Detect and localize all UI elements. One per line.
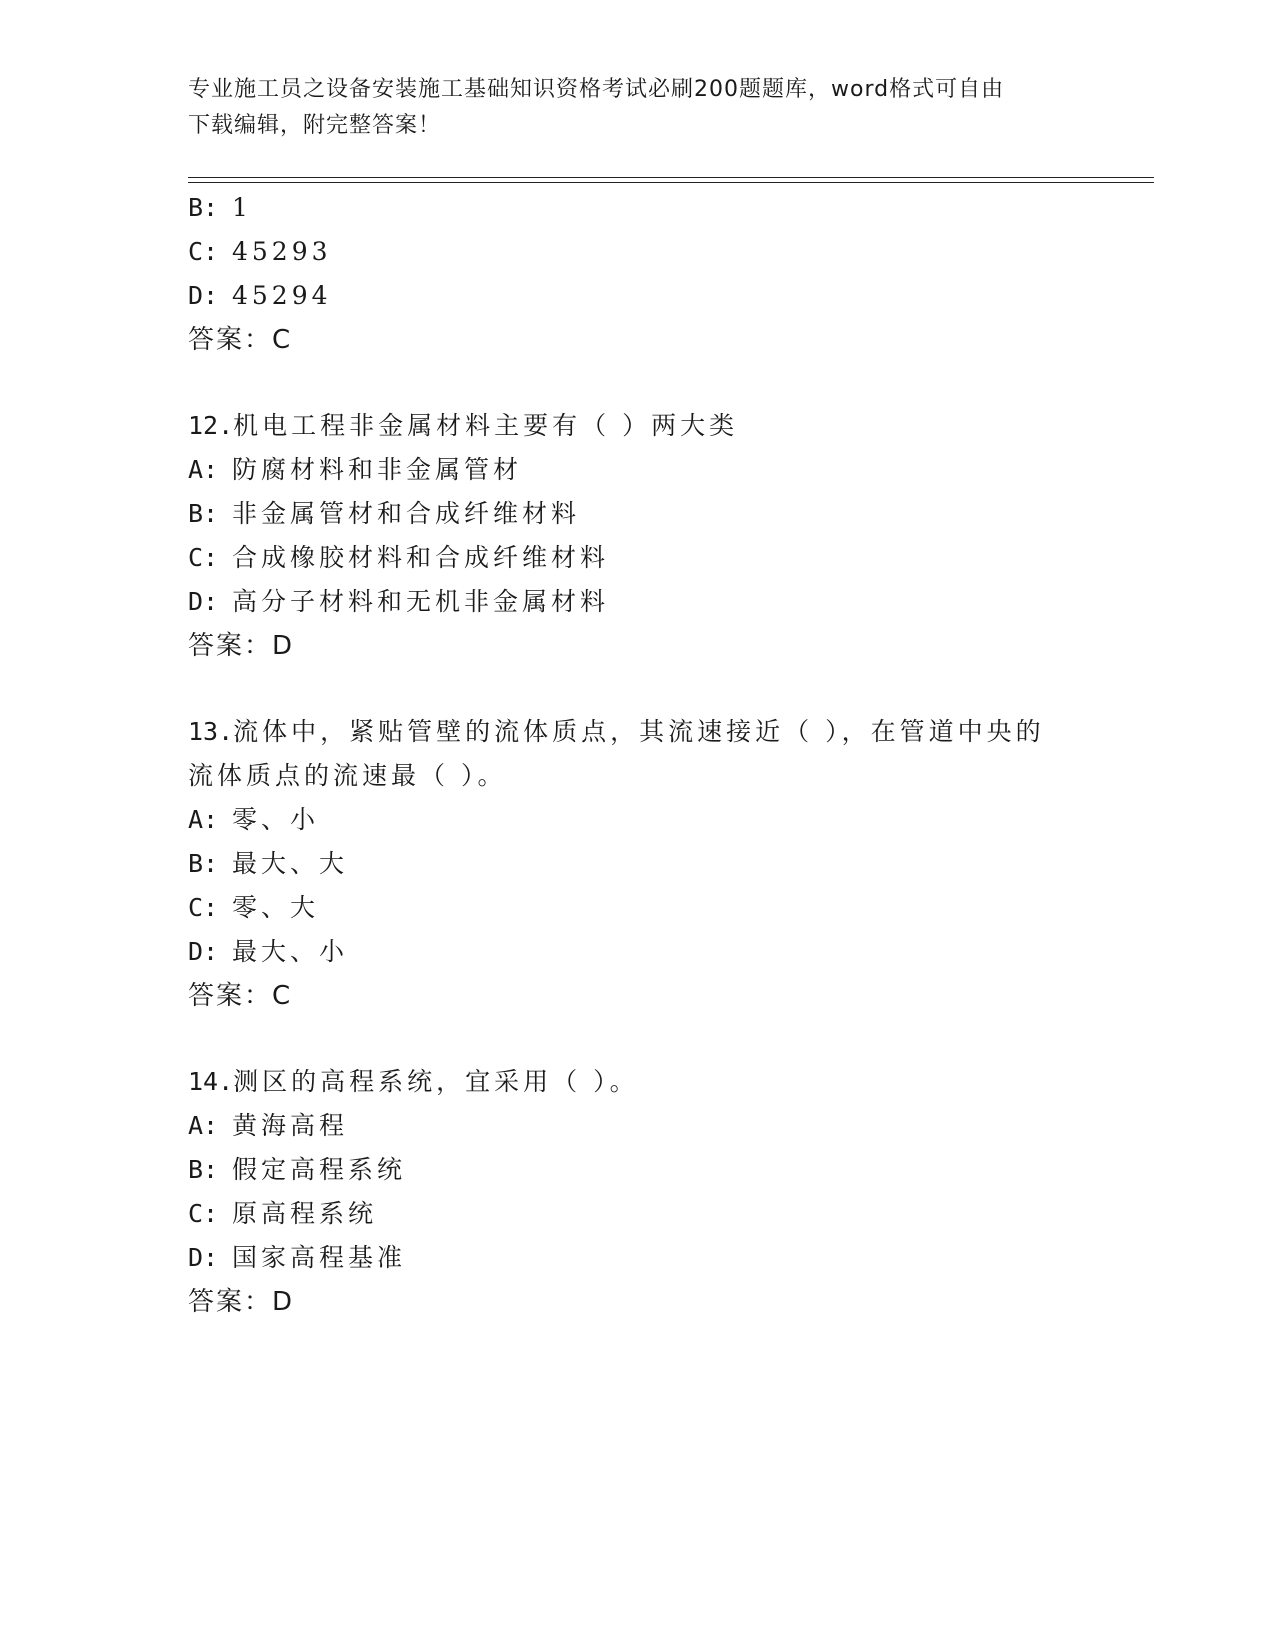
option-label: C: [188, 543, 219, 572]
option-label: A: [188, 1111, 219, 1140]
q14-answer: 答案：D [188, 1287, 295, 1317]
question-number: 13. [188, 717, 234, 746]
q13-stem-line-2: 流体质点的流速最（ ）。 [188, 761, 507, 790]
q12-option-b [188, 494, 580, 534]
q11-option-c [188, 232, 332, 272]
q11-option-b [188, 188, 252, 228]
option-text: 最大、大 [232, 849, 349, 878]
option-label: A: [188, 805, 219, 834]
q14-option-a [188, 1106, 348, 1146]
question-text: 测区的高程系统，宜采用（ ）。 [233, 1067, 639, 1096]
question-number: 14. [188, 1067, 234, 1096]
option-label: D: [188, 937, 219, 966]
option-text: 零、大 [232, 893, 320, 922]
q14-option-c [188, 1194, 377, 1234]
q13-answer: 答案：C [188, 981, 293, 1011]
option-label: C: [188, 893, 219, 922]
q11-option-d [188, 276, 332, 316]
option-text: 原高程系统 [232, 1199, 378, 1228]
q14-stem [188, 1062, 639, 1102]
q12-stem [188, 406, 738, 446]
option-label: C: [188, 237, 219, 266]
header-divider-bottom [188, 182, 1154, 183]
q13-option-c [188, 888, 319, 928]
option-label: D: [188, 587, 219, 616]
option-text: 45293 [232, 237, 332, 266]
option-text: 国家高程基准 [232, 1243, 407, 1272]
option-text: 非金属管材和合成纤维材料 [232, 499, 581, 528]
option-text: 合成橡胶材料和合成纤维材料 [232, 543, 610, 572]
option-label: B: [188, 499, 219, 528]
option-label: D: [188, 1243, 219, 1272]
option-label: C: [188, 1199, 219, 1228]
option-text: 防腐材料和非金属管材 [232, 455, 523, 484]
option-text: 高分子材料和无机非金属材料 [232, 587, 610, 616]
q12-option-c [188, 538, 609, 578]
q14-option-d [188, 1238, 406, 1278]
question-number: 12. [188, 411, 234, 440]
option-text: 1 [232, 193, 252, 222]
option-text: 黄海高程 [232, 1111, 349, 1140]
q13-stem-line-1 [188, 712, 1045, 752]
question-text: 流体中，紧贴管壁的流体质点，其流速接近（ ），在管道中央的 [233, 717, 1045, 746]
option-label: B: [188, 1155, 219, 1184]
option-text: 最大、小 [232, 937, 349, 966]
header-line-1: 专业施工员之设备安装施工基础知识资格考试必刷200题题库，word格式可自由 [188, 77, 1005, 102]
q13-option-d [188, 932, 348, 972]
option-label: B: [188, 849, 219, 878]
header-divider-top [188, 177, 1154, 178]
option-label: D: [188, 281, 219, 310]
option-text: 零、小 [232, 805, 320, 834]
q13-option-b [188, 844, 348, 884]
header-line-2: 下载编辑，附完整答案！ [188, 113, 442, 138]
q11-answer: 答案：C [188, 325, 293, 355]
q13-option-a [188, 800, 319, 840]
option-text: 45294 [232, 281, 332, 310]
option-label: A: [188, 455, 219, 484]
option-label: B: [188, 193, 219, 222]
q12-option-a [188, 450, 522, 490]
q12-option-d [188, 582, 609, 622]
question-text: 机电工程非金属材料主要有（ ）两大类 [233, 411, 739, 440]
option-text: 假定高程系统 [232, 1155, 407, 1184]
q12-answer: 答案：D [188, 631, 295, 661]
q14-option-b [188, 1150, 406, 1190]
document-header [188, 72, 1068, 144]
